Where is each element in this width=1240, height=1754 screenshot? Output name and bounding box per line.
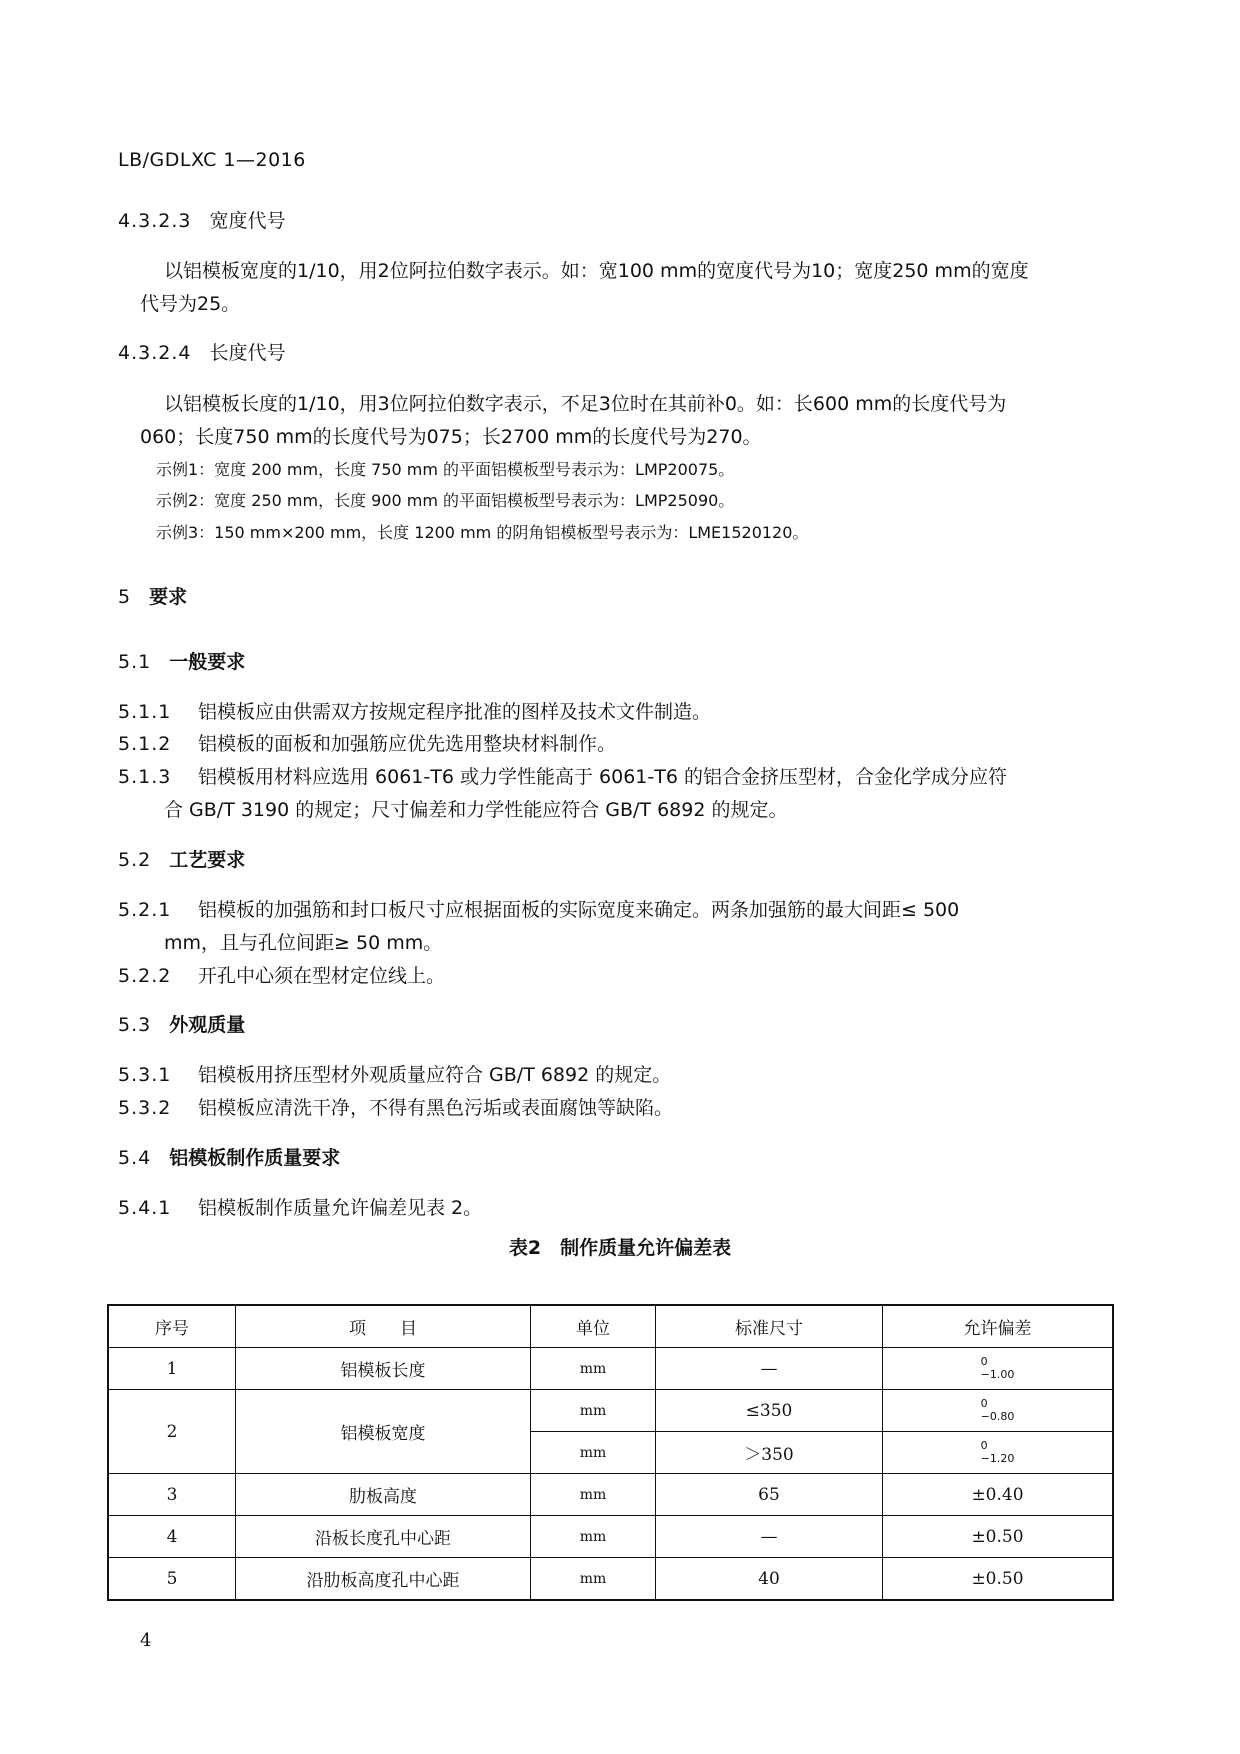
cell-tolerance (883, 1348, 1114, 1390)
section-title: 铝模板制作质量要求 (169, 1147, 341, 1169)
cell-item: 肋板高度 (236, 1474, 531, 1516)
cell-standard-size: ＞350 (656, 1432, 883, 1474)
cell-standard-size: — (656, 1348, 883, 1390)
paragraph-line: 060；长度750 mm的长度代号为075；长2700 mm的长度代号为270。 (140, 426, 762, 448)
cell-item: 沿肋板高度孔中心距 (236, 1558, 531, 1601)
clause-5-1-1 (118, 697, 711, 724)
table-row (108, 1516, 1113, 1558)
section-5-4-heading (118, 1143, 340, 1170)
table-row (108, 1348, 1113, 1390)
section-5-1-heading (118, 647, 245, 674)
header-tolerance: 允许偏差 (883, 1305, 1114, 1348)
document-code: LB/GDLXC 1—2016 (118, 149, 306, 171)
clause-number: 5.1.1 (118, 701, 172, 723)
cell-tolerance: ±0.50 (883, 1516, 1114, 1558)
clause-5-4-1 (118, 1193, 482, 1220)
tolerance-lower: −1.20 (980, 1451, 1015, 1465)
section-title: 要求 (149, 586, 188, 608)
clause-number: 5.2.2 (118, 965, 172, 987)
clause-number: 5.3.2 (118, 1097, 172, 1119)
cell-standard-size: — (656, 1516, 883, 1558)
tolerance-table (107, 1304, 1114, 1601)
cell-no: 1 (108, 1348, 236, 1390)
section-number: 5.2 (118, 849, 152, 871)
cell-no: 5 (108, 1558, 236, 1601)
cell-unit: mm (531, 1348, 656, 1390)
tolerance-lower: −1.00 (980, 1367, 1015, 1381)
clause-text: 铝模板应由供需双方按规定程序批准的图样及技术文件制造。 (198, 701, 712, 723)
header-item: 项 目 (236, 1305, 531, 1348)
cell-standard-size: 40 (656, 1558, 883, 1601)
table-row (108, 1558, 1113, 1601)
section-number: 5 (118, 586, 132, 608)
cell-unit: mm (531, 1474, 656, 1516)
cell-item: 铝模板长度 (236, 1348, 531, 1390)
clause-text: 开孔中心须在型材定位线上。 (198, 965, 446, 987)
section-number: 4.3.2.4 (118, 342, 192, 364)
clause-text: 铝模板应清洗干净，不得有黑色污垢或表面腐蚀等缺陷。 (198, 1097, 674, 1119)
section-title: 工艺要求 (169, 849, 246, 871)
cell-item: 沿板长度孔中心距 (236, 1516, 531, 1558)
clause-5-1-3 (118, 762, 1007, 789)
tolerance-upper: 0 (980, 1354, 988, 1368)
clause-5-3-1 (118, 1060, 671, 1087)
cell-standard-size: ≤350 (656, 1390, 883, 1432)
clause-text: 铝模板的面板和加强筋应优先选用整块材料制作。 (198, 733, 617, 755)
example-1: 示例1：宽度 200 mm，长度 750 mm 的平面铝模板型号表示为：LMP20075。 (156, 460, 735, 479)
table-row (108, 1474, 1113, 1516)
clause-5-3-2 (118, 1093, 673, 1120)
clause-number: 5.1.3 (118, 766, 172, 788)
clause-5-2-2 (118, 961, 445, 988)
cell-unit: mm (531, 1516, 656, 1558)
section-5-3-heading (118, 1010, 245, 1037)
section-number: 5.3 (118, 1014, 152, 1036)
cell-standard-size: 65 (656, 1474, 883, 1516)
tolerance-stack (981, 1397, 1015, 1423)
page-number: 4 (140, 1630, 152, 1651)
example-3: 示例3：150 mm×200 mm，长度 1200 mm 的阴角铝模板型号表示为：LME1520120。 (156, 523, 809, 542)
clause-5-1-2 (118, 729, 616, 756)
paragraph-line: 以铝模板长度的1/10，用3位阿拉伯数字表示，不足3位时在其前补0。如：长600 mm的长度代号为 (164, 393, 1007, 415)
cell-item: 铝模板宽度 (236, 1390, 531, 1474)
section-title: 一般要求 (169, 651, 246, 673)
tolerance-stack (981, 1439, 1015, 1465)
clause-number: 5.1.2 (118, 733, 172, 755)
clause-number: 5.2.1 (118, 899, 172, 921)
clause-text: 铝模板用材料应选用 6061-T6 或力学性能高于 6061-T6 的铝合金挤压型材，合金化学成分应符 (198, 766, 1007, 788)
paragraph-line: 代号为25。 (140, 293, 241, 315)
clause-5-2-1 (118, 895, 959, 922)
paragraph-line: 以铝模板宽度的1/10，用2位阿拉伯数字表示。如：宽100 mm的宽度代号为10；宽度250 mm的宽度 (164, 260, 1029, 282)
clause-continuation: 合 GB/T 3190 的规定；尺寸偏差和力学性能应符合 GB/T 6892 的规定。 (164, 799, 788, 821)
section-number: 5.4 (118, 1147, 152, 1169)
tolerance-stack (981, 1355, 1015, 1381)
section-5-2-heading (118, 845, 245, 872)
table-row (108, 1390, 1113, 1432)
section-title: 外观质量 (169, 1014, 246, 1036)
cell-no: 4 (108, 1516, 236, 1558)
cell-tolerance: ±0.40 (883, 1474, 1114, 1516)
section-4-3-2-4-heading (118, 338, 286, 365)
cell-unit: mm (531, 1390, 656, 1432)
table-header-row (108, 1305, 1113, 1348)
cell-no: 3 (108, 1474, 236, 1516)
table-caption: 表2 制作质量允许偏差表 (508, 1237, 732, 1259)
cell-unit: mm (531, 1432, 656, 1474)
tolerance-upper: 0 (980, 1438, 988, 1452)
section-5-heading (118, 582, 187, 609)
clause-number: 5.3.1 (118, 1064, 172, 1086)
header-unit: 单位 (531, 1305, 656, 1348)
section-4-3-2-3-heading (118, 206, 286, 233)
section-title: 长度代号 (209, 342, 286, 364)
cell-tolerance: ±0.50 (883, 1558, 1114, 1601)
section-number: 4.3.2.3 (118, 210, 192, 232)
clause-text: 铝模板用挤压型材外观质量应符合 GB/T 6892 的规定。 (198, 1064, 672, 1086)
clause-number: 5.4.1 (118, 1197, 172, 1219)
clause-continuation: mm，且与孔位间距≥ 50 mm。 (164, 932, 443, 954)
cell-no: 2 (108, 1390, 236, 1474)
cell-tolerance (883, 1432, 1114, 1474)
header-standard-size: 标准尺寸 (656, 1305, 883, 1348)
header-no: 序号 (108, 1305, 236, 1348)
cell-unit: mm (531, 1558, 656, 1601)
example-2: 示例2：宽度 250 mm，长度 900 mm 的平面铝模板型号表示为：LMP25090。 (156, 491, 735, 510)
clause-text: 铝模板的加强筋和封口板尺寸应根据面板的实际宽度来确定。两条加强筋的最大间距≤ 500 (198, 899, 960, 921)
tolerance-lower: −0.80 (980, 1409, 1015, 1423)
clause-text: 铝模板制作质量允许偏差见表 2。 (198, 1197, 483, 1219)
section-title: 宽度代号 (209, 210, 286, 232)
tolerance-upper: 0 (980, 1396, 988, 1410)
cell-tolerance (883, 1390, 1114, 1432)
section-number: 5.1 (118, 651, 152, 673)
